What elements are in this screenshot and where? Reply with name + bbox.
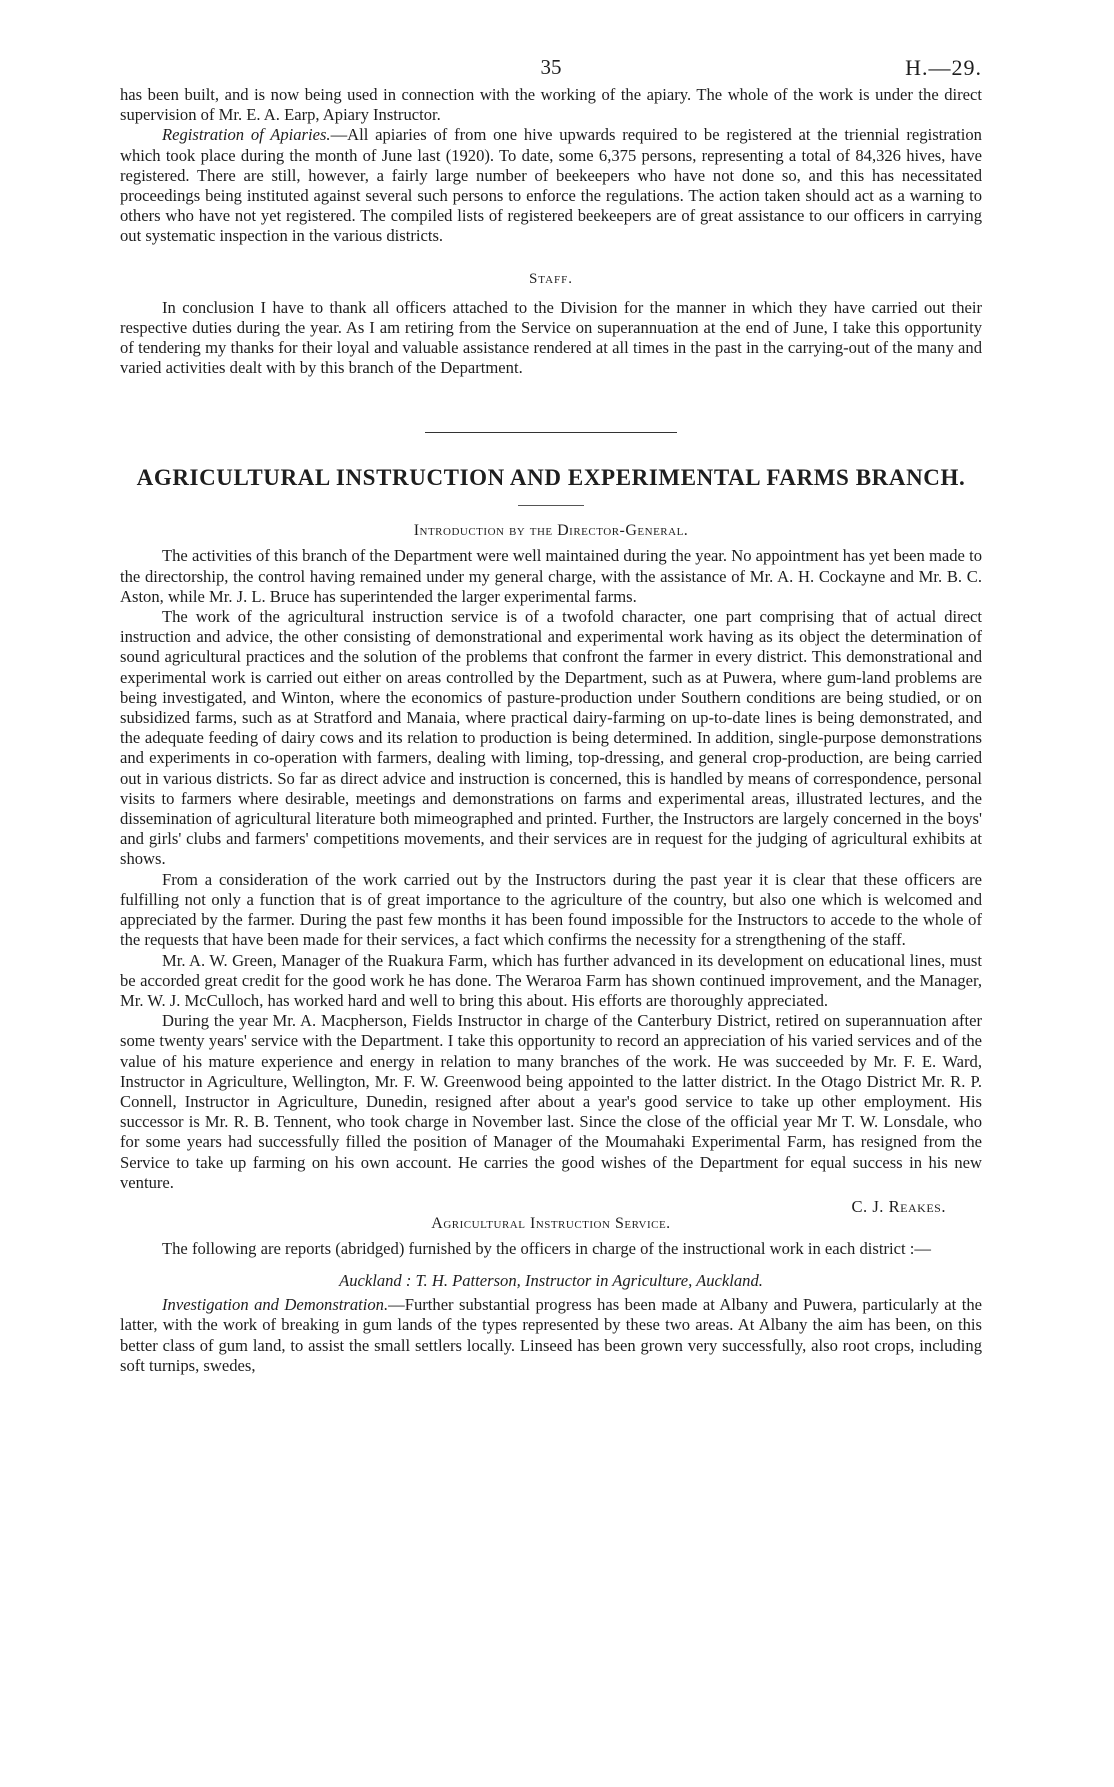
registration-text: —All apiaries of from one hive upwards required to be registered at the triennial registration which took place during the month of June last (1920). To date, some 6,375 persons, representing a total of 84,326 hives, have registered. There are still, however, a fairly large number of beekeepers who have not done so, and this has necessitated proceedings being instituted against several such persons to enforce the regulations. The action taken should act as a warning to others who have not yet registered. The compiled lists of registered beekeepers are of great assistance to our officers in carrying out systematic inspection in the various districts. xyxy=(120,125,982,246)
intro-paragraph-3: From a consideration of the work carried out by the Instructors during the past year it is clear that these officers are fulfilling not only a function that is of great importance to the agriculture of the country, but also one which is welcomed and appreciated by the farmer. During the past few months it has been found impossible for the Instructors to accede to the whole of the requests that have been made for their services, a fact which confirms the necessity for a strengthening of the staff. xyxy=(120,869,982,950)
service-heading: Agricultural Instruction Service. xyxy=(431,1214,671,1232)
document-page xyxy=(120,55,982,1376)
page-header xyxy=(120,55,982,85)
branch-title: AGRICULTURAL INSTRUCTION AND EXPERIMENTAL FARMS BRANCH. xyxy=(136,465,966,491)
intro-paragraph-2: The work of the agricultural instruction service is of a twofold character, one part comprising that of actual direct instruction and advice, the other consisting of demonstrational and experimental work having as its object the determination of sound agricultural practices and the solution of the problems that confront the farmer in every district. This demonstrational and experimental work is carried out either on areas controlled by the Department, such as at Puwera, where gum-land problems are being investigated, and Winton, where the economics of pasture-production under Southern conditions are being studied, or on subsidized farms, such as at Stratford and Manaia, where practical dairy-farming on up-to-date lines is being demonstrated, and the adequate feeding of dairy cows and its relation to production is being determined. In addition, single-purpose demonstrations and experiments in co-operation with farmers, dealing with liming, top-dressing, and general crop-production, are being carried out in various districts. So far as direct advice and instruction is concerned, this is handled by means of correspondence, personal visits to farmers where desirable, meetings and demonstrations on farms and experimental areas, illustrated lectures, and the dissemination of agricultural literature both mimeographed and printed. Further, the Instructors are largely concerned in the boys' and girls' clubs and farmers' competitions movements, and their services are in request for the judging of agricultural exhibits at shows. xyxy=(120,607,982,869)
investigation-heading: Investigation and Demonstration. xyxy=(162,1295,389,1315)
registration-paragraph xyxy=(120,125,982,246)
intro-heading: Introduction by the Director-General. xyxy=(413,522,689,540)
registration-heading: Registration of Apiaries. xyxy=(162,125,331,145)
page-number: 35 xyxy=(540,55,562,79)
staff-paragraph: In conclusion I have to thank all officers attached to the Division for the manner in which they have carried out their respective duties during the year. As I am retiring from the Service on superannuation at the end of June, I take this opportunity of tendering my thanks for their loyal and valuable assistance rendered at all times in the past in the carrying-out of the many and varied activities dealt with by this branch of the Department. xyxy=(120,297,982,378)
title-underline xyxy=(518,505,584,506)
section-divider xyxy=(425,432,677,433)
apiary-paragraph: has been built, and is now being used in connection with the working of the apiary. The whole of the work is under the direct supervision of Mr. E. A. Earp, Apiary Instructor. xyxy=(120,85,982,125)
intro-paragraph-5: During the year Mr. A. Macpherson, Fields Instructor in charge of the Canterbury District, retired on superannuation after some twenty years' service with the Department. I take this opportunity to record an appreciation of his varied services and of the value of his mature experience and energy in relation to many branches of the work. He was succeeded by Mr. F. E. Ward, Instructor in Agriculture, Wellington, Mr. F. W. Greenwood being appointed to the latter district. In the Otago District Mr. R. P. Connell, Instructor in Agriculture, Dunedin, resigned after about a year's good service to take up other employment. His successor is Mr. R. B. Tennent, who took charge in November last. Since the close of the official year Mr T. W. Lonsdale, who for some years had successfully filled the position of Manager of the Moumahaki Experimental Farm, has resigned from the Service to take up farming on his own account. He carries the good wishes of the Department for equal success in his new venture. xyxy=(120,1011,982,1192)
investigation-text: —Further substantial progress has been made at Albany and Puwera, particularly at the latter, with the work of breaking in gum lands of the types represented by these two areas. At Albany the aim has been, on this better class of gum land, to assist the small settlers locally. Linseed has been grown very successfully, also root crops, including soft turnips, swedes, xyxy=(120,1295,982,1375)
document-reference: H.—29. xyxy=(905,55,982,80)
staff-heading: Staff. xyxy=(528,270,574,287)
signature: C. J. Reakes. xyxy=(851,1196,946,1216)
service-intro-paragraph: The following are reports (abridged) furnished by the officers in charge of the instructional work in each district :— xyxy=(162,1238,931,1258)
investigation-paragraph xyxy=(120,1295,982,1376)
intro-paragraph-1: The activities of this branch of the Department were well maintained during the year. No appointment has yet been made to the directorship, the control having remained under my general charge, with the assistance of Mr. A. H. Cockayne and Mr. B. C. Aston, while Mr. J. L. Bruce has superintended the larger experimental farms. xyxy=(120,546,982,606)
intro-paragraph-4: Mr. A. W. Green, Manager of the Ruakura Farm, which has further advanced in its development on educational lines, must be accorded great credit for the good work he has done. The Weraroa Farm has shown continued improvement, and the Manager, Mr. W. J. McCulloch, has worked hard and well to bring this about. His efforts are thoroughly appreciated. xyxy=(120,950,982,1010)
district-heading: Auckland : T. H. Patterson, Instructor in Agriculture, Auckland. xyxy=(339,1271,763,1291)
